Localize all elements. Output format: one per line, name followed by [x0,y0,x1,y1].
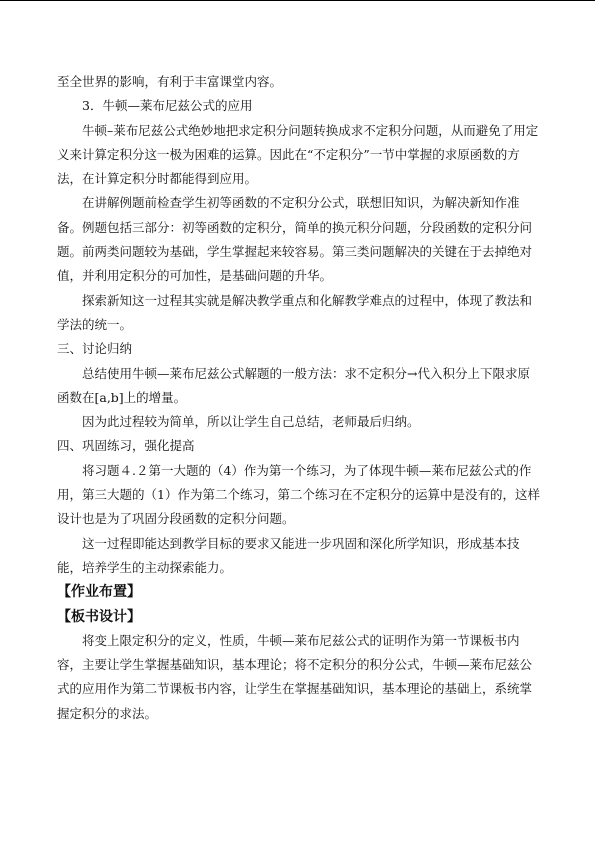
paragraph-influence: 至全世界的影响，有利于丰富课堂内容。 [57,74,283,89]
header-rule [0,0,595,1]
section-heading-practice: 四、巩固练习，强化提高 [57,438,195,454]
paragraph-exercises: 将习题４.２第一大题的（4）作为第一个练习，为了体现牛顿—莱布尼兹公式的作用，第三大题的（1）作为第二个练习，第二个练习在不定积分的运算中是没有的，这样设计也是为了巩固分段函数的定积分问题。 [57,462,540,527]
heading-board-design: 【板书设计】 [57,608,141,625]
paragraph-formula-conversion: 牛顿–莱布尼兹公式绝妙地把求定积分问题转换成求不定积分问题，从而避免了用定义来计算定积分这一极为困难的运算。因此在“不定积分”一节中掌握的求原函数的方法，在计算定积分时都能得到应用。 [57,122,539,187]
heading-homework: 【作业布置】 [57,584,141,601]
paragraph-teaching-goals: 这一过程即能达到教学目标的要求又能进一步巩固和深化所学知识，形成基本技能，培养学生的主动探索能力。 [57,535,520,575]
paragraph-student-summary: 因为此过程较为简单，所以让学生自己总结，老师最后归纳。 [82,414,420,430]
paragraph-explore-new-knowledge: 探索新知这一过程其实就是解决教学重点和化解教学难点的过程中，体现了教法和学法的统一。 [57,292,533,332]
paragraph-example-explanation: 在讲解例题前检查学生初等函数的不定积分公式，联想旧知识，为解决新知作准备。例题包括三部分：初等函数的定积分，简单的换元积分问题，分段函数的定积分问题。前两类问题较为基础，学生掌握起来较容易。第三类问题解决的关键在于去掉绝对值，并利用定积分的可加性，是基础问题的升华。 [57,195,533,284]
paragraph-general-method: 总结使用牛顿—莱布尼兹公式解题的一般方法：求不定积分→代入积分上下限求原函数在[a,b]上的增量。 [57,365,530,405]
section-heading-discussion: 三、讨论归纳 [57,341,133,357]
section-heading-formula-application: 3．牛顿—莱布尼兹公式的应用 [82,98,253,114]
document-page [57,70,540,726]
paragraph-board-design: 将变上限定积分的定义，性质，牛顿—莱布尼兹公式的证明作为第一节课板书内容，主要让学生掌握基础知识，基本理论；将不定积分的积分公式，牛顿—莱布尼兹公式的应用作为第二节课板书内容，让学生在掌握基础知识，基本理论的基础上，系统掌握定积分的求法。 [57,632,533,721]
